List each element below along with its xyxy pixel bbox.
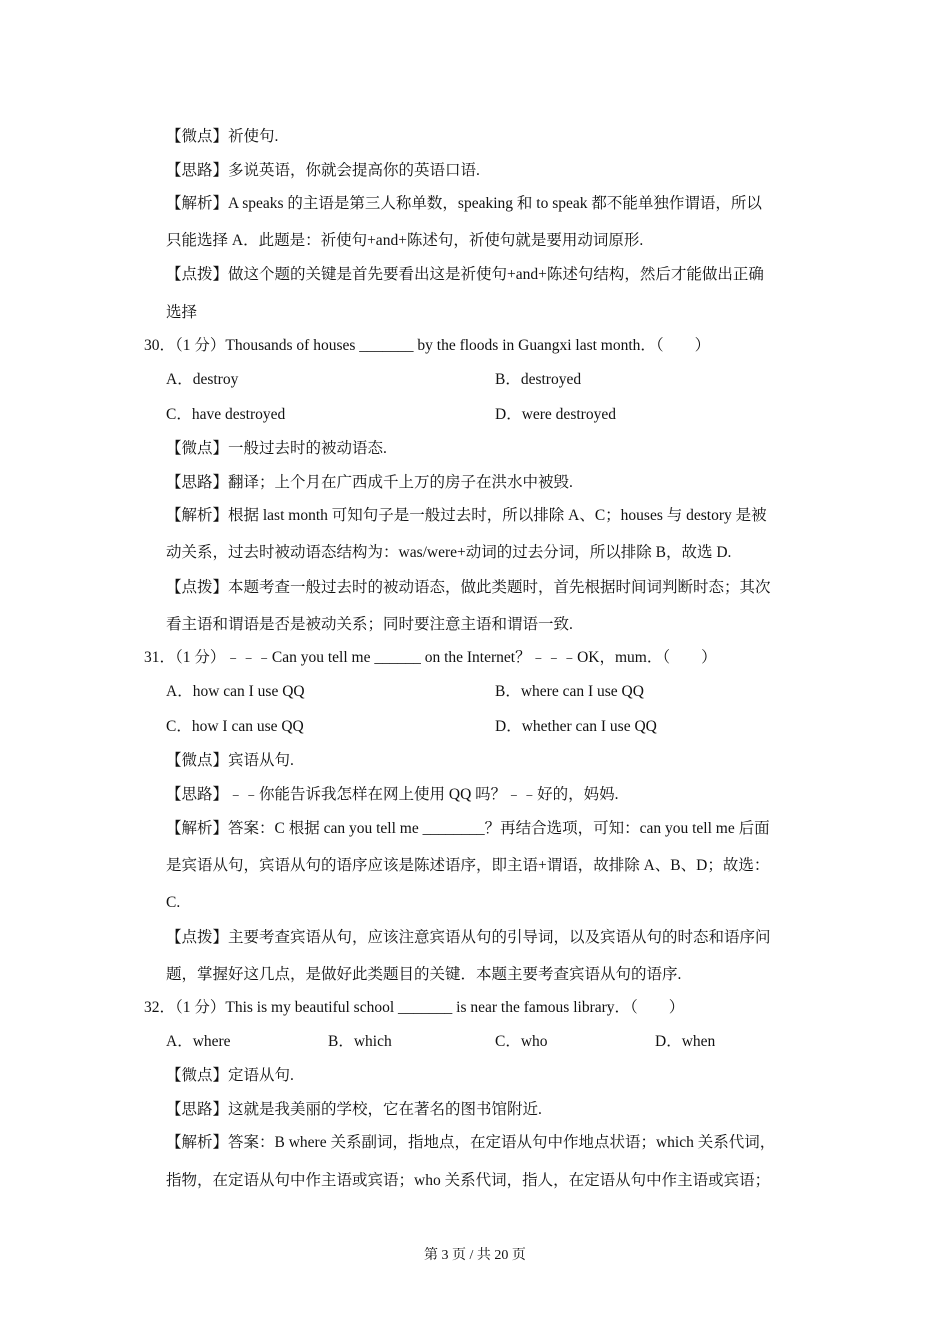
q29-weidian: 【微点】祈使句. (166, 128, 279, 145)
q32-option-c: C．who (495, 1033, 548, 1050)
q31-option-c: C．how I can use QQ (166, 718, 304, 735)
q32-weidian: 【微点】定语从句. (166, 1067, 294, 1084)
q31-option-a: A．how can I use QQ (166, 683, 305, 700)
q30-option-a: A．destroy (166, 371, 239, 388)
q29-silu: 【思路】多说英语，你就会提高你的英语口语. (166, 162, 480, 179)
q30-weidian: 【微点】一般过去时的被动语态. (166, 440, 387, 457)
q31-silu: 【思路】﹣﹣你能告诉我怎样在网上使用 QQ 吗？﹣﹣好的，妈妈. (166, 786, 619, 803)
q30-jiexi-line-2: 动关系，过去时被动语态结构为：was/were+动词的过去分词，所以排除 B，故选 D. (166, 544, 732, 561)
q30-dianbo-line-2: 看主语和谓语是否是被动关系；同时要注意主语和谓语一致. (166, 616, 573, 633)
q29-jiexi-line-2: 只能选择 A．此题是：祈使句+and+陈述句，祈使句就是要用动词原形. (166, 232, 644, 249)
page-footer: 第 3 页 / 共 20 页 (424, 1248, 526, 1263)
q31-jiexi-line-2: 是宾语从句，宾语从句的语序应该是陈述语序，即主语+谓语，故排除 A、B、D；故选： (166, 857, 770, 874)
q30-option-c: C．have destroyed (166, 406, 286, 423)
q32-option-a: A．where (166, 1033, 231, 1050)
q31-dianbo-line-2: 题，掌握好这几点，是做好此类题目的关键．本题主要考查宾语从句的语序. (166, 966, 682, 983)
q31-option-b: B．where can I use QQ (495, 683, 644, 700)
q30-stem: 30．（1 分）Thousands of houses _______ by the floods in Guangxi last month．（ ） (144, 337, 711, 354)
q30-silu: 【思路】翻译；上个月在广西成千上万的房子在洪水中被毁. (166, 474, 573, 491)
q32-jiexi-line-1: 【解析】答案：B where 关系副词，指地点，在定语从句中作地点状语；which 关系代词， (166, 1134, 776, 1151)
q30-dianbo-line-1: 【点拨】本题考查一般过去时的被动语态，做此类题时，首先根据时间词判断时态；其次 (166, 579, 771, 596)
q31-jiexi-line-1: 【解析】答案：C 根据 can you tell me ________？再结合选项，可知：can you tell me 后面 (166, 820, 770, 837)
q29-dianbo-line-1: 【点拨】做这个题的关键是首先要看出这是祈使句+and+陈述句结构，然后才能做出正确 (166, 266, 764, 283)
q31-jiexi-line-3: C. (166, 894, 181, 911)
q30-option-b: B．destroyed (495, 371, 582, 388)
q29-dianbo-line-2: 选择 (166, 304, 198, 321)
q31-stem: 31．（1 分）﹣﹣﹣Can you tell me ______ on the Internet？﹣﹣﹣OK，mum．（ ） (144, 649, 717, 666)
q32-option-b: B．which (328, 1033, 392, 1050)
q32-stem: 32．（1 分）This is my beautiful school _______ is near the famous library．（ ） (144, 999, 685, 1016)
q32-option-d: D．when (655, 1033, 716, 1050)
q32-jiexi-line-2: 指物，在定语从句中作主语或宾语；who 关系代词，指人，在定语从句中作主语或宾语； (166, 1172, 771, 1189)
q31-weidian: 【微点】宾语从句. (166, 752, 294, 769)
q30-jiexi-line-1: 【解析】根据 last month 可知句子是一般过去时，所以排除 A、C；houses 与 destory 是被 (166, 507, 767, 524)
q30-option-d: D．were destroyed (495, 406, 616, 423)
q29-jiexi-line-1: 【解析】A speaks 的主语是第三人称单数，speaking 和 to speak 都不能单独作谓语，所以 (166, 195, 762, 212)
q31-option-d: D．whether can I use QQ (495, 718, 657, 735)
q32-silu: 【思路】这就是我美丽的学校，它在著名的图书馆附近. (166, 1101, 542, 1118)
q31-dianbo-line-1: 【点拨】主要考查宾语从句，应该注意宾语从句的引导词，以及宾语从句的时态和语序问 (166, 929, 771, 946)
